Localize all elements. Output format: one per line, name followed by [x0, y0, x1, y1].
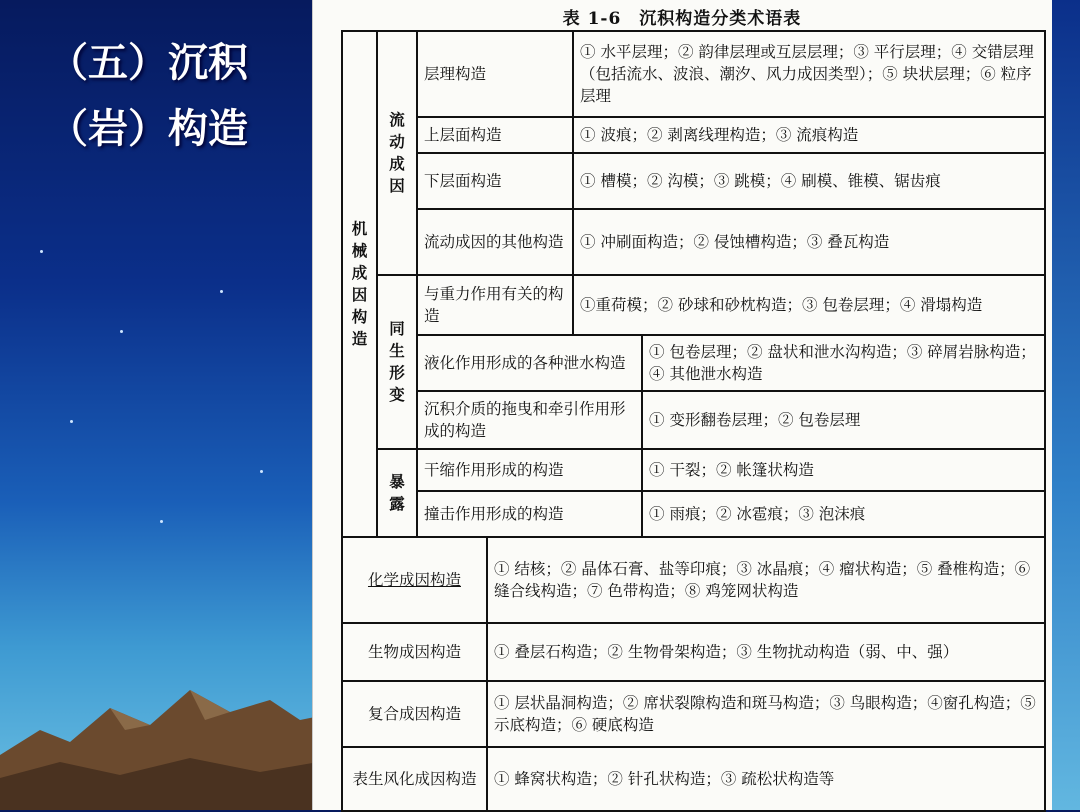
row-name: 撞击作用形成的构造 — [417, 491, 642, 537]
group-label-mechanical: 机 械 成 因 构 造 — [342, 31, 377, 537]
table-row — [342, 153, 1045, 209]
background-star — [160, 520, 163, 523]
background-star — [220, 290, 223, 293]
table-row — [342, 623, 1045, 681]
row-name: 干缩作用形成的构造 — [417, 449, 642, 491]
row-desc: ① 结核；② 晶体石膏、盐等印痕；③ 冰晶痕；④ 瘤状构造；⑤ 叠椎构造；⑥ 缝合线构造；⑦ 色带构造；⑧ 鸡笼网状构造 — [487, 537, 1045, 623]
mountain-illustration — [0, 650, 330, 810]
row-desc: ① 波痕；② 剥离线理构造；③ 流痕构造 — [573, 117, 1045, 153]
row-name: 表生风化成因构造 — [342, 747, 487, 811]
row-name: 液化作用形成的各种泄水构造 — [417, 335, 642, 391]
row-desc: ① 水平层理；② 韵律层理或互层层理；③ 平行层理；④ 交错层理（包括流水、波浪、潮汐、风力成因类型）；⑤ 块状层理；⑥ 粒序层理 — [573, 31, 1045, 117]
row-name: 与重力作用有关的构造 — [417, 275, 573, 335]
row-desc: ① 冲刷面构造；② 侵蚀槽构造；③ 叠瓦构造 — [573, 209, 1045, 275]
slide-title-line1: （五）沉积 — [48, 40, 248, 86]
row-desc: ① 槽模；② 沟模；③ 跳模；④ 刷模、锥模、锯齿痕 — [573, 153, 1045, 209]
slide-title — [48, 30, 248, 162]
slide-edge-strip — [1052, 0, 1080, 810]
subgroup-label-exposure: 暴 露 — [377, 449, 417, 537]
row-desc: ① 包卷层理；② 盘状和泄水沟构造；③ 碎屑岩脉构造；④ 其他泄水构造 — [642, 335, 1045, 391]
background-star — [40, 250, 43, 253]
row-desc: ① 变形翻卷层理；② 包卷层理 — [642, 391, 1045, 449]
table-row — [342, 681, 1045, 747]
table-row — [342, 449, 1045, 491]
row-desc: ①重荷模；② 砂球和砂枕构造；③ 包卷层理；④ 滑塌构造 — [573, 275, 1045, 335]
table-row — [342, 117, 1045, 153]
table-row — [342, 209, 1045, 275]
row-desc: ① 叠层石构造；② 生物骨架构造；③ 生物扰动构造（弱、中、强） — [487, 623, 1045, 681]
classification-table — [341, 30, 1046, 812]
table-row — [342, 391, 1045, 449]
table-row — [342, 275, 1045, 335]
row-name: 生物成因构造 — [342, 623, 487, 681]
table-row — [342, 335, 1045, 391]
slide-title-line2: （岩）构造 — [48, 106, 248, 152]
table-row — [342, 31, 1045, 117]
background-star — [120, 330, 123, 333]
table-row — [342, 537, 1045, 623]
subgroup-label-syngenetic: 同 生 形 变 — [377, 275, 417, 449]
subgroup-label-flow: 流 动 成 因 — [377, 31, 417, 275]
table-row — [342, 747, 1045, 811]
row-name: 流动成因的其他构造 — [417, 209, 573, 275]
row-name: 下层面构造 — [417, 153, 573, 209]
row-desc: ① 干裂；② 帐篷状构造 — [642, 449, 1045, 491]
row-name: 上层面构造 — [417, 117, 573, 153]
row-desc: ① 蜂窝状构造；② 针孔状构造；③ 疏松状构造等 — [487, 747, 1045, 811]
background-star — [70, 420, 73, 423]
row-desc: ① 层状晶洞构造；② 席状裂隙构造和斑马构造；③ 鸟眼构造；④窗孔构造；⑤ 示底构造；⑥ 硬底构造 — [487, 681, 1045, 747]
table-row — [342, 491, 1045, 537]
row-desc: ① 雨痕；② 冰雹痕；③ 泡沫痕 — [642, 491, 1045, 537]
row-name: 化学成因构造 — [342, 537, 487, 623]
table-caption: 表 1-6 沉积构造分类术语表 — [562, 9, 802, 29]
row-name: 沉积介质的拖曳和牵引作用形成的构造 — [417, 391, 642, 449]
row-name: 层理构造 — [417, 31, 573, 117]
row-name: 复合成因构造 — [342, 681, 487, 747]
background-star — [260, 470, 263, 473]
